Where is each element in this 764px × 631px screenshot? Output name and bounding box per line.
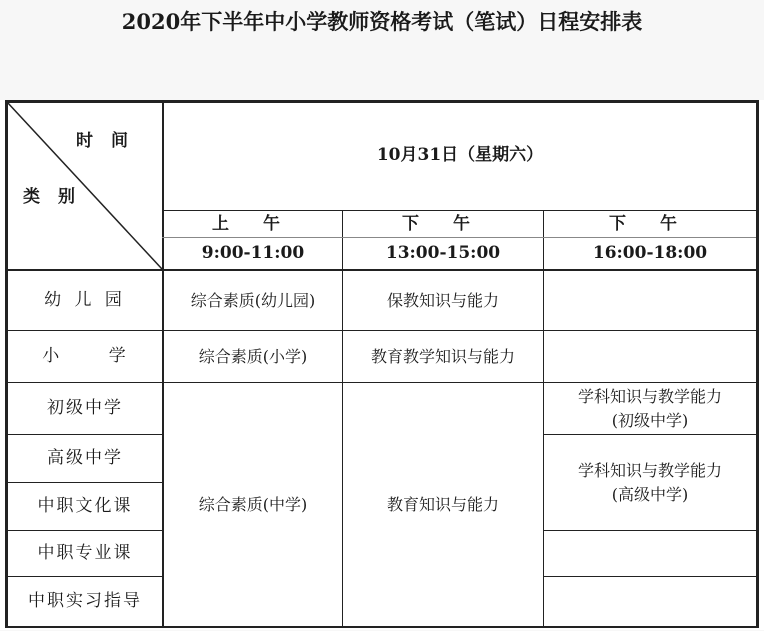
subject-primary-comprehensive: 综合素质(小学) <box>198 346 308 366</box>
category-vocational-professional: 中职专业课 <box>37 543 133 564</box>
category-junior-middle: 初级中学 <box>47 398 123 419</box>
subject-junior-discipline-line2: (初级中学) <box>611 410 689 430</box>
session-1-time: 9:00-11:00 <box>201 243 305 264</box>
divider-h-row5-right <box>543 530 758 531</box>
table-border-bottom <box>5 626 759 628</box>
subject-middle-comprehensive: 综合素质(中学) <box>198 494 308 514</box>
corner-label-time: 时 间 <box>76 130 134 151</box>
category-primary: 小 学 <box>42 346 128 367</box>
corner-label-category: 类 别 <box>23 186 81 207</box>
subject-junior-discipline <box>544 383 756 434</box>
table-border-right <box>756 100 759 628</box>
subject-senior-discipline-line1: 学科知识与教学能力 <box>577 461 722 481</box>
subject-middle-education: 教育知识与能力 <box>386 494 499 514</box>
subject-senior-discipline <box>544 435 756 530</box>
session-2-period: 下 午 <box>402 213 484 234</box>
session-3-period: 下 午 <box>609 213 691 234</box>
session-2-time: 13:00-15:00 <box>385 243 501 264</box>
page-title: 2020年下半年中小学教师资格考试（笔试）日程安排表 <box>121 9 643 34</box>
category-kindergarten: 幼 儿 园 <box>44 290 126 311</box>
category-senior-middle: 高级中学 <box>47 448 123 469</box>
session-3-time: 16:00-18:00 <box>592 243 708 264</box>
subject-junior-discipline-line1: 学科知识与教学能力 <box>577 387 722 407</box>
subject-kindergarten-care: 保教知识与能力 <box>386 290 499 310</box>
divider-h-row6-right <box>543 576 758 577</box>
subject-primary-teaching: 教育教学知识与能力 <box>370 346 515 366</box>
session-1-period: 上 午 <box>212 213 294 234</box>
exam-date: 10月31日（星期六） <box>376 144 544 165</box>
schedule-table <box>0 100 764 630</box>
subject-kindergarten-comprehensive: 综合素质(幼儿园) <box>190 290 316 310</box>
category-vocational-practice: 中职实习指导 <box>28 591 142 612</box>
category-vocational-culture: 中职文化课 <box>37 496 133 517</box>
subject-senior-discipline-line2: (高级中学) <box>611 484 689 504</box>
